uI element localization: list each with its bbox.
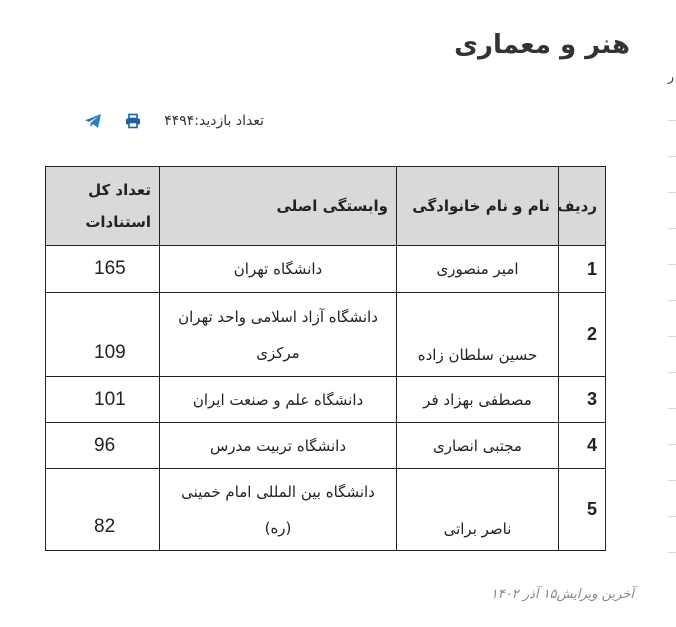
table-row: [46, 293, 606, 377]
cell-rank: 1: [559, 246, 606, 293]
cell-citation-count: 109: [46, 293, 160, 377]
cell-citation-count: 96: [46, 423, 160, 469]
clipped-sidebar-char: ر: [667, 70, 674, 85]
cell-rank: 3: [559, 377, 606, 423]
cell-rank: 4: [559, 423, 606, 469]
view-count: تعداد بازدید:۴۴۹۴: [164, 113, 264, 129]
article-meta: [84, 112, 264, 130]
cell-rank: 5: [559, 469, 606, 551]
cell-name: مصطفی بهزاد فر: [397, 377, 559, 423]
cell-name: مجتبی انصاری: [397, 423, 559, 469]
printer-icon[interactable]: [124, 112, 142, 130]
table-header-row: [46, 167, 606, 246]
header-citation-count: تعداد کل استنادات: [46, 167, 160, 246]
cell-affiliation: دانشگاه تهران: [160, 246, 397, 293]
cell-citation-count: 165: [46, 246, 160, 293]
page-title: هنر و معماری: [454, 30, 630, 60]
table-row: [46, 423, 606, 469]
cell-name: حسین سلطان زاده: [397, 293, 559, 377]
table-row: [46, 469, 606, 551]
header-affiliation: وابستگی اصلی: [160, 167, 397, 246]
cell-affiliation: دانشگاه آزاد اسلامی واحد تهران مرکزی: [160, 293, 397, 377]
cell-citation-count: 101: [46, 377, 160, 423]
citation-table: [45, 166, 606, 551]
table-row: [46, 377, 606, 423]
cell-affiliation: دانشگاه بین المللی امام خمینی (ره): [160, 469, 397, 551]
telegram-icon[interactable]: [84, 112, 102, 130]
last-edited-note: آخرین ویرایش۱۵ آذر ۱۴۰۲: [490, 587, 634, 602]
cell-citation-count: 82: [46, 469, 160, 551]
header-rank: ردیف: [559, 167, 606, 246]
cell-affiliation: دانشگاه علم و صنعت ایران: [160, 377, 397, 423]
cell-name: امیر منصوری: [397, 246, 559, 293]
cell-affiliation: دانشگاه تربیت مدرس: [160, 423, 397, 469]
header-name: نام و نام خانوادگی: [397, 167, 559, 246]
table-row: [46, 246, 606, 293]
cell-rank: 2: [559, 293, 606, 377]
cell-name: ناصر براتی: [397, 469, 559, 551]
